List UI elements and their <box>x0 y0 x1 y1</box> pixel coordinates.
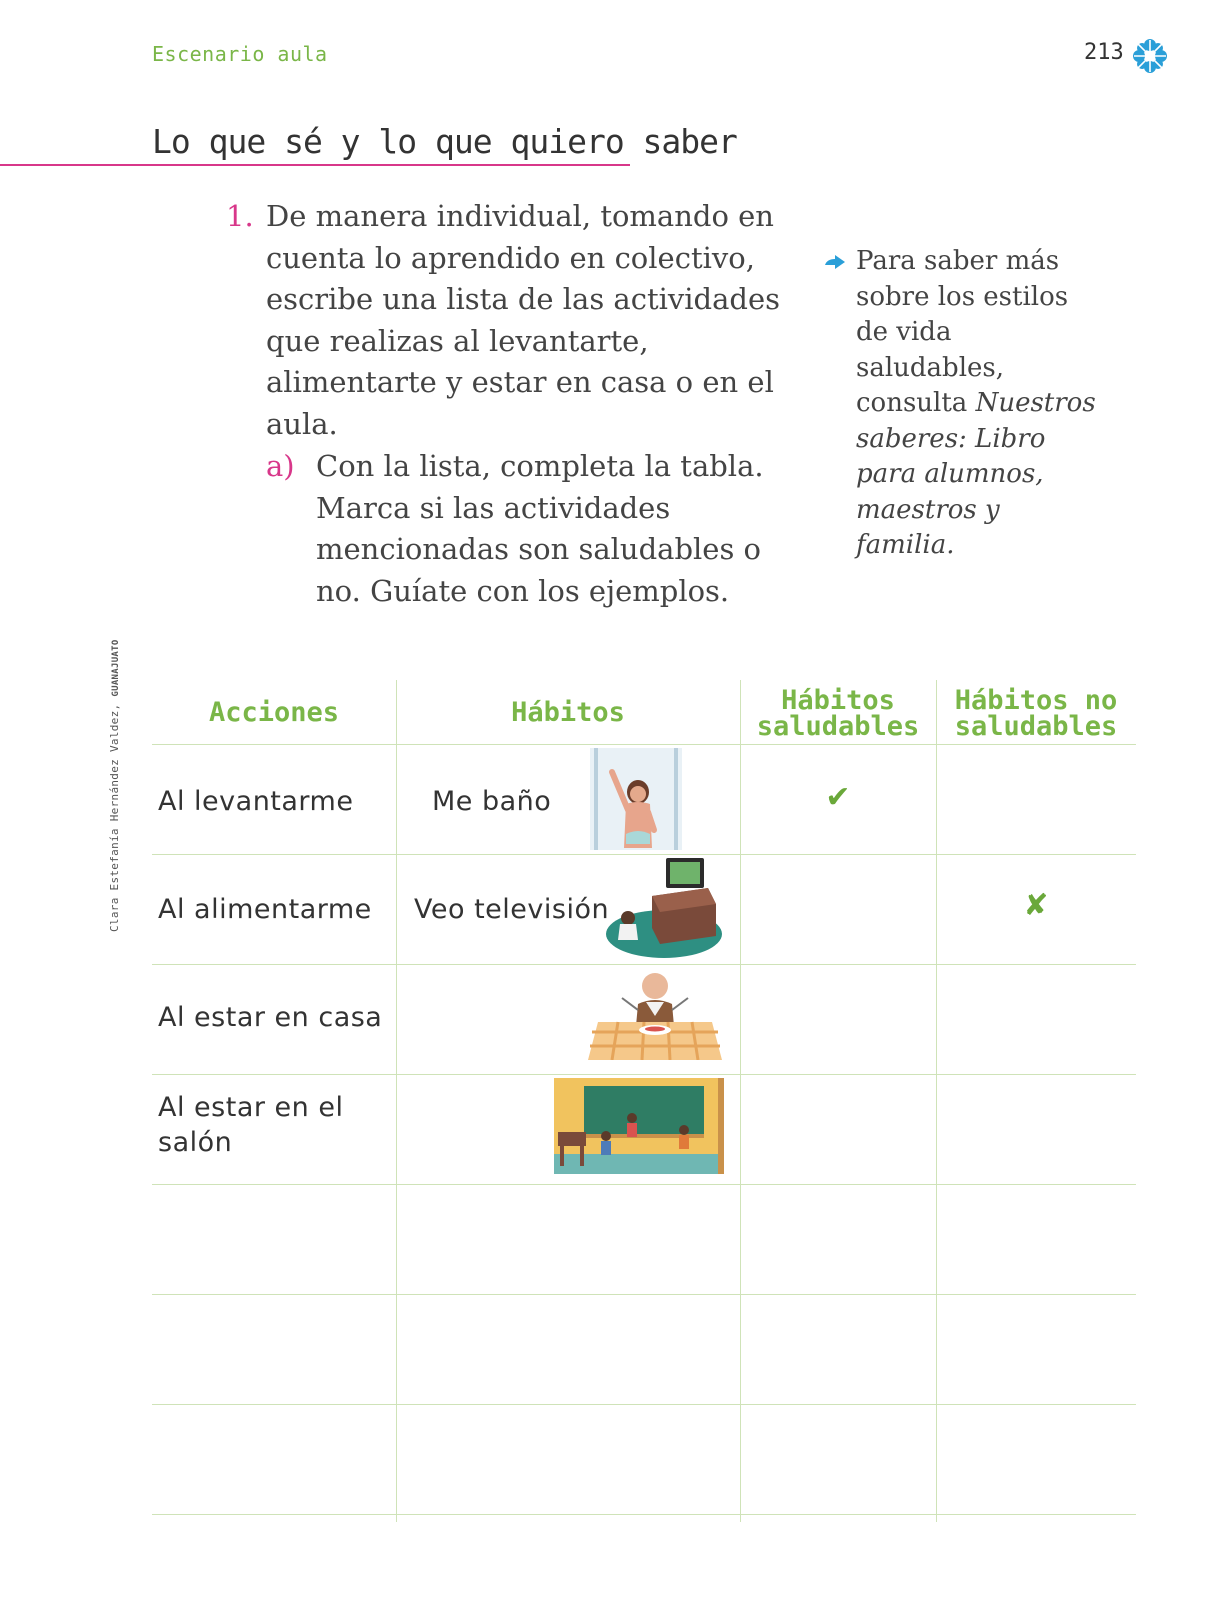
habito-cell: Veo televisión <box>414 894 610 925</box>
column-divider <box>936 680 937 1522</box>
side-note-text: Para saber más sobre los estilos de vida saludables, consulta <box>856 246 1069 418</box>
row-divider <box>152 1514 1136 1515</box>
cross-mark-icon: ✘ <box>1023 888 1049 923</box>
row-divider <box>152 744 1136 745</box>
section-label: Escenario aula <box>152 42 328 66</box>
accion-cell: Al estar en casa <box>158 1002 383 1033</box>
row-divider <box>152 854 1136 855</box>
check-mark-icon: ✔ <box>825 780 851 815</box>
title-underline <box>0 164 630 166</box>
instruction-number: 1. <box>226 199 254 233</box>
instruction-text: De manera individual, tomando en cuenta lo aprendido en colectivo, escribe una lista de las actividades que realizas al levantarte, alimentarte y estar en casa o en el aula. <box>266 199 781 441</box>
accion-cell: Al levantarme <box>158 786 354 817</box>
row-divider <box>152 964 1136 965</box>
row-divider <box>152 1074 1136 1075</box>
page-title: Lo que sé y lo que quiero saber <box>152 122 737 161</box>
credit-name: Clara Estefanía Hernández Valdez, <box>108 703 121 932</box>
page-number: 213 <box>1084 40 1124 65</box>
column-divider <box>396 680 397 1522</box>
column-divider <box>740 680 741 1522</box>
illustrator-credit <box>108 639 121 932</box>
classroom-illustration <box>554 1078 724 1174</box>
sub-instruction-text: Con la lista, completa la tabla. Marca si las actividades mencionadas son saludables o no. Guíate con los ejemplos. <box>316 449 764 608</box>
arrow-right-icon <box>824 254 846 270</box>
habits-table <box>152 680 1136 1522</box>
row-divider <box>152 1404 1136 1405</box>
girl-bathing-illustration <box>590 748 682 850</box>
credit-state: GUANAJUATO <box>111 639 121 697</box>
habito-cell: Me baño <box>432 786 552 817</box>
row-divider <box>152 1294 1136 1295</box>
book-title: Nuestros saberes: Libro para alumnos, maestros y familia. <box>856 388 1096 560</box>
side-note <box>856 244 1106 564</box>
header-acciones: Acciones <box>208 697 340 728</box>
accion-cell: Al estar en el salón <box>158 1092 344 1158</box>
header-saludables: Hábitos saludables <box>756 685 920 742</box>
row-divider <box>152 1184 1136 1185</box>
man-at-dinner-table-illustration <box>588 970 722 1060</box>
child-watching-tv-illustration <box>604 858 728 962</box>
header-habitos: Hábitos <box>511 697 625 728</box>
accion-cell: Al alimentarme <box>158 894 372 925</box>
header-no-saludables: Hábitos no saludables <box>954 685 1118 742</box>
sub-instruction-letter: a) <box>266 449 295 483</box>
flower-logo-icon <box>1132 38 1168 74</box>
